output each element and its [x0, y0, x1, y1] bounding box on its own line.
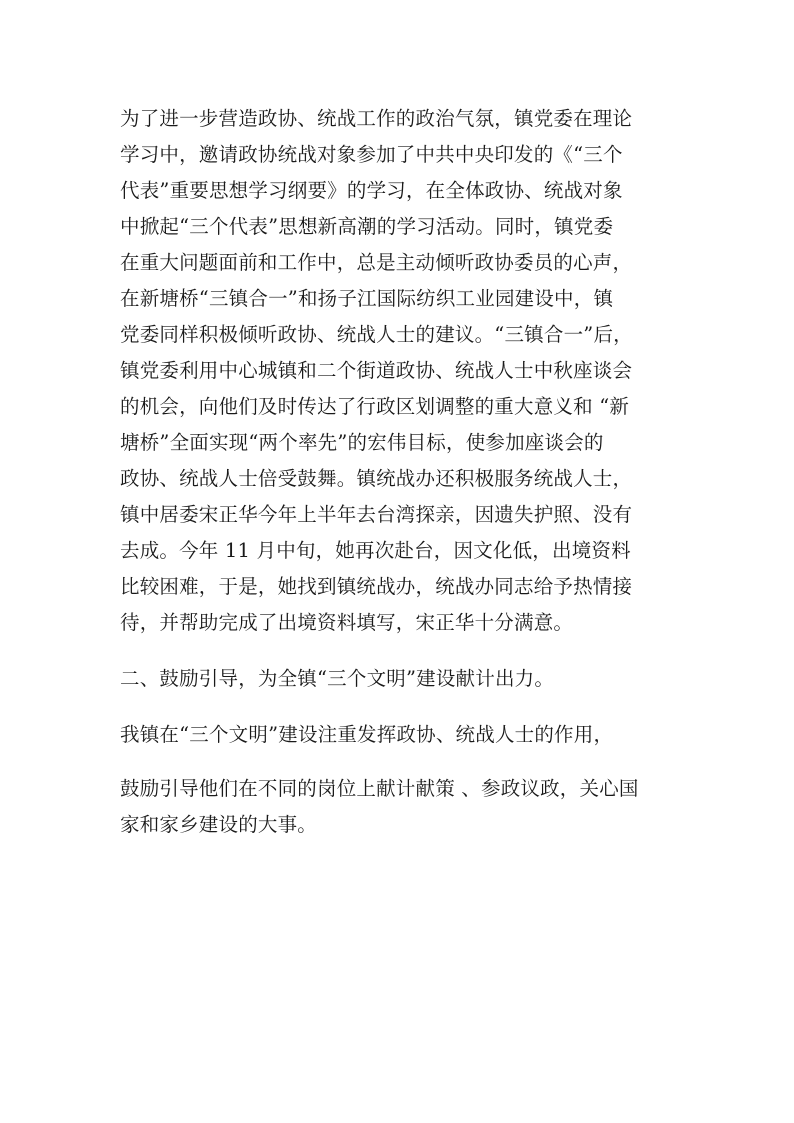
- body-text-line: 政协、统战人士倍受鼓舞。镇统战办还积极服务统战人士，: [120, 467, 633, 490]
- body-text-line: 去成。今年 11 月中旬，她再次赴台，因文化低，出境资料: [120, 539, 631, 562]
- body-text-line: 党委同样积极倾听政协、统战人士的建议。“三镇合一”后，: [120, 323, 633, 346]
- body-text-line: 中掀起“三个代表”思想新高潮的学习活动。同时，镇党委: [120, 215, 614, 238]
- body-text-line: 镇中居委宋正华今年上半年去台湾探亲，因遗失护照、没有: [120, 503, 633, 526]
- body-text-line: 在重大问题面前和工作中，总是主动倾听政协委员的心声，: [120, 251, 633, 274]
- body-text-line: 塘桥”全面实现“两个率先”的宏伟目标，使参加座谈会的: [120, 431, 604, 454]
- body-text-line: 待，并帮助完成了出境资料填写，宋正华十分满意。: [120, 611, 574, 634]
- body-text-line: 比较困难，于是，她找到镇统战办，统战办同志给予热情接: [120, 575, 633, 598]
- body-text-line: 代表”重要思想学习纲要》的学习，在全体政协、统战对象: [120, 179, 623, 202]
- body-text-line: 在新塘桥“三镇合一”和扬子江国际纺织工业园建设中，镇: [120, 287, 614, 310]
- body-text-line: 学习中，邀请政协统战对象参加了中共中央印发的《“三个: [120, 143, 623, 166]
- body-text-line: 为了进一步营造政协、统战工作的政治气氛，镇党委在理论: [120, 107, 633, 130]
- section-heading: 二、鼓励引导，为全镇“三个文明”建设献计出力。: [120, 667, 555, 690]
- body-text-line: 的机会，向他们及时传达了行政区划调整的重大意义和 “新: [120, 395, 630, 418]
- body-text-line: 我镇在“三个文明”建设注重发挥政协、统战人士的作用，: [120, 723, 614, 746]
- body-text-line: 鼓励引导他们在不同的岗位上献计献策 、参政议政，关心国: [120, 777, 639, 800]
- body-text-line: 镇党委利用中心城镇和二个街道政协、统战人士中秋座谈会: [120, 359, 633, 382]
- body-text-line: 家和家乡建设的大事。: [120, 813, 318, 836]
